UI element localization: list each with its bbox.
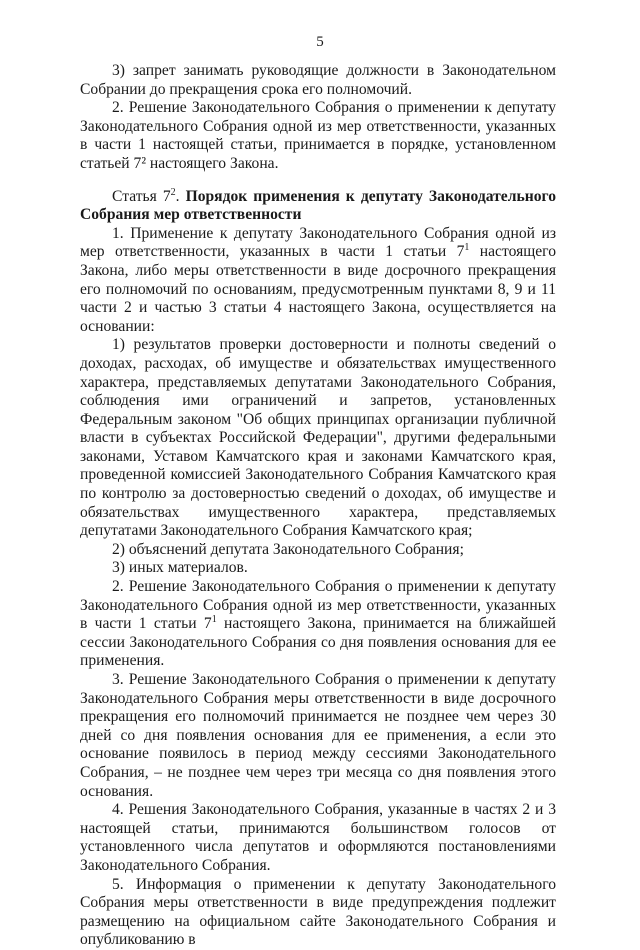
paragraph-3: 3. Решение Законодательного Собрания о применении к депутату Законодательного Собрания меры ответственности в виде досрочного прекращения его полномочий принимается не позднее чем через 30 дней со дня появления основания для ее применения, а если это основание появилось в период между сессиями Законодательного Собрания, – не позднее чем через три месяца со дня появления этого основания. [80, 671, 556, 800]
paragraph-4: 4. Решения Законодательного Собрания, указанные в частях 2 и 3 настоящей статьи, принимаются большинством голосов от установленного числа депутатов и оформляются постановлениями Законодательного Собрания. [80, 801, 556, 874]
list-item: 2) объяснений депутата Законодательного Собрания; [112, 540, 464, 558]
article-number: Статья 7 [112, 187, 171, 205]
superscript: 1 [211, 614, 217, 626]
paragraph-text: 2. Решение Законодательного Собрания о применении к депутату Законодательного Собрания одной из мер ответственности, указанных в части 1 статьи 7 [80, 578, 556, 633]
paragraph-text: настоящего Закона, либо меры ответственности в виде досрочного прекращения его полномочий по основаниям, предусмотренным пунктами 8, 9 и 11 части 2 и частью 3 статьи 4 настоящего Закона, осуществляется на основании: [80, 243, 556, 335]
spacer [80, 174, 556, 188]
paragraph-text: 2. Решение Законодательного Собрания о применении к депутату Законодательного Собрания одной из мер ответственности, указанных в части 1 настоящей статьи, принимается в порядке, установленном статьей 7² настоящего Закона. [80, 99, 556, 172]
article-title: Порядок применения к депутату Законодательного Собрания мер ответственности [80, 187, 556, 224]
paragraph-5: 5. Информация о применении к депутату Законодательного Собрания меры ответственности в виде предупреждения подлежит размещению на официальном сайте Законодательного Собрания и опубликованию в [80, 875, 556, 949]
document-body [80, 62, 556, 950]
article-heading [80, 188, 556, 225]
page-number: 5 [316, 34, 324, 50]
article-separator: . [175, 187, 186, 205]
list-item: 3) иных материалов. [112, 559, 248, 577]
list-item: 1) результатов проверки достоверности и полноты сведений о доходах, расходах, об имуществе и обязательствах имущественного характера, представляемых депутатами Законодательного Собрания, соблюдения ими ограничений и запретов, установленных Федеральным законом "Об общих принципах организации публичной власти в субъектах Российской Федерации", другими федеральными законами, Уставом Камчатского края и законами Камчатского края, проведенной комиссией Законодательного Собрания Камчатского края по контролю за достоверностью сведений о доходах, об имуществе и обязательствах имущественного характера, представляемых депутатами Законодательного Собрания Камчатского края; [80, 336, 556, 540]
paragraph-2 [80, 578, 556, 671]
paragraph [80, 99, 556, 173]
paragraph-1 [80, 225, 556, 337]
paragraph: 3) запрет занимать руководящие должности в Законодательном Собрании до прекращения срока его полномочий. [80, 62, 556, 98]
article-number-sup: 2 [170, 186, 176, 198]
paragraph-text: 1. Применение к депутату Законодательного Собрания одной из мер ответственности, указанных в части 1 статьи 7 [80, 224, 556, 261]
paragraph-text: настоящего Закона, принимается на ближайшей сессии Законодательного Собрания со дня появления основания для ее применения. [80, 615, 556, 670]
superscript: 1 [464, 242, 470, 254]
